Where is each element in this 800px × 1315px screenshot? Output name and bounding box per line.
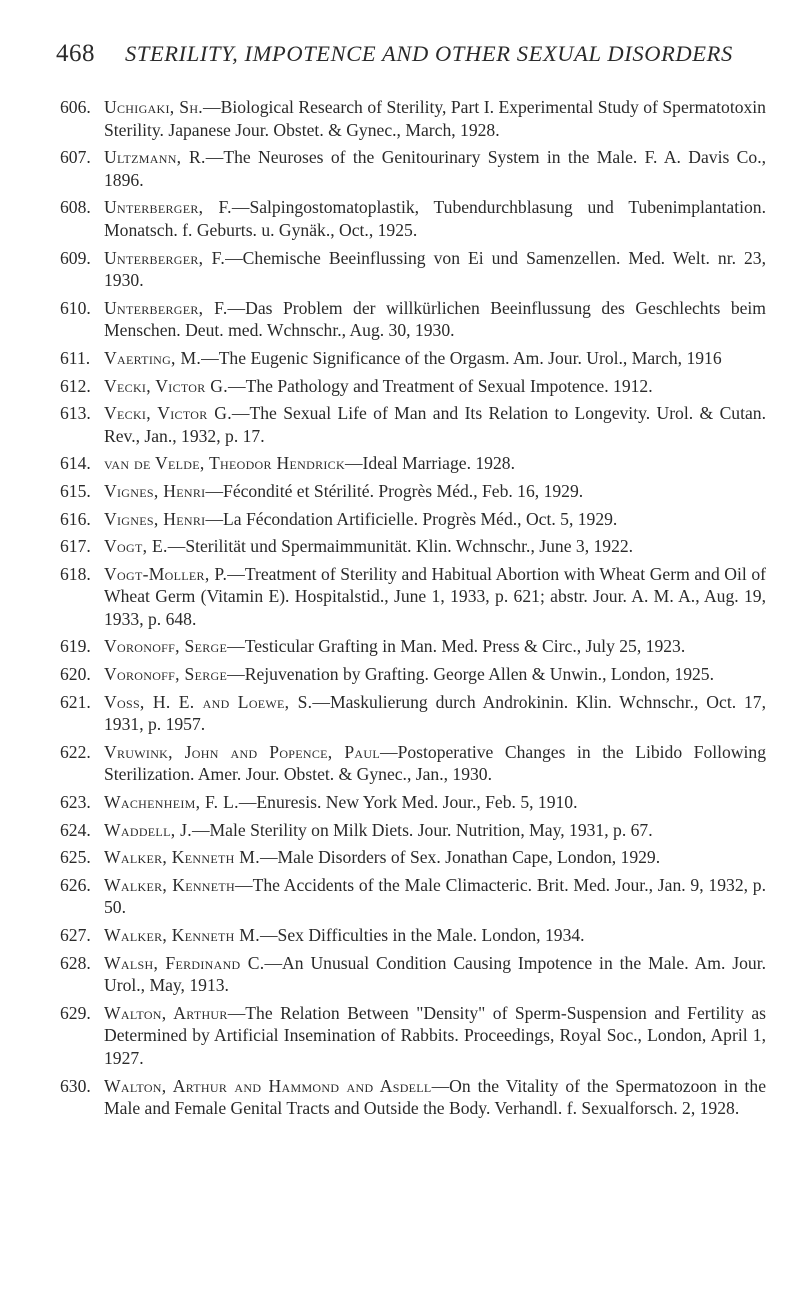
reference-author: Walker, Kenneth M. (104, 925, 260, 945)
reference-entry (60, 508, 766, 531)
reference-text: —The Pathology and Treatment of Sexual Impotence. 1912. (227, 375, 653, 396)
reference-entry (60, 452, 766, 475)
reference-author: Vogt-Moller, P. (104, 563, 228, 584)
page-number: 468 (56, 40, 95, 67)
reference-text: —Ideal Marriage. 1928. (344, 453, 515, 474)
reference-entry (60, 1002, 766, 1070)
reference-text: —Fécondité et Stérilité. Progrès Méd., Feb. 16, 1929. (205, 480, 584, 501)
reference-author: Vignes, Henri (104, 480, 206, 501)
reference-number: 619. (60, 636, 91, 657)
reference-number: 622. (60, 741, 91, 762)
reference-number: 608. (60, 197, 91, 218)
reference-text: —La Fécondation Artificielle. Progrès Méd., Oct. 5, 1929. (205, 508, 618, 529)
reference-number: 621. (60, 691, 91, 712)
reference-number: 627. (60, 925, 91, 945)
reference-author: Ultzmann, R. (104, 147, 206, 168)
reference-number: 616. (60, 508, 91, 529)
reference-entry (60, 874, 766, 919)
reference-text: —Testicular Grafting in Man. Med. Press & Circ., July 25, 1923. (227, 636, 686, 657)
reference-text: —Salpingostomatoplastik, Tubendurchblasung und Tubenimplantation. Monatsch. f. Geburts. u. Gynäk., Oct., 1925. (104, 197, 766, 240)
reference-number: 617. (60, 536, 91, 557)
reference-author: Walton, Arthur (104, 1002, 228, 1023)
reference-entry (60, 691, 766, 736)
reference-number: 612. (60, 375, 91, 396)
reference-text: —Enuresis. New York Med. Jour., Feb. 5, 1910. (238, 792, 578, 813)
reference-entry (60, 247, 766, 292)
reference-entry (60, 846, 766, 869)
reference-entry (60, 96, 766, 141)
reference-text: —An Unusual Condition Causing Impotence in the Male. Am. Jour. Urol., May, 1913. (104, 952, 766, 996)
reference-entry (60, 563, 766, 631)
reference-number: 626. (60, 874, 91, 895)
reference-text: —On the Vitality of the Spermatozoon in the Male and Female Genital Tracts and Outside the Body. Verhandl. f. Sexualforsch. 2, 1928. (104, 1075, 767, 1119)
reference-text: —Rejuvenation by Grafting. George Allen & Unwin., London, 1925. (227, 664, 714, 685)
reference-author: Voronoff, Serge (104, 664, 228, 685)
reference-entry (60, 535, 766, 558)
reference-author: Unterberger, F. (104, 197, 232, 218)
reference-text: —The Accidents of the Male Climacteric. Brit. Med. Jour., Jan. 9, 1932, p. 50. (104, 874, 766, 918)
reference-entry (60, 1075, 766, 1120)
reference-entry (60, 347, 766, 370)
reference-author: Vignes, Henri (104, 508, 206, 529)
reference-author: Unterberger, F. (104, 297, 228, 318)
reference-text: —The Neuroses of the Genitourinary System in the Male. F. A. Davis Co., 1896. (104, 147, 767, 190)
reference-list (60, 96, 766, 1125)
reference-entry (60, 375, 766, 398)
reference-author: Waddell, J. (104, 819, 192, 840)
reference-number: 610. (60, 297, 91, 318)
reference-text: —Sterilität und Spermaimmunität. Klin. Wchnschr., June 3, 1922. (167, 536, 634, 557)
reference-text: —Male Sterility on Milk Diets. Jour. Nutrition, May, 1931, p. 67. (191, 819, 653, 840)
reference-number: 611. (60, 347, 91, 368)
reference-number: 630. (60, 1075, 91, 1096)
reference-author: Voronoff, Serge (104, 636, 228, 657)
reference-number: 614. (60, 453, 91, 474)
reference-text: —Sex Difficulties in the Male. London, 1934. (259, 925, 585, 945)
reference-entry (60, 402, 766, 447)
reference-text: —Maskulierung durch Androkinin. Klin. Wchnschr., Oct. 17, 1931, p. 1957. (104, 691, 766, 735)
reference-number: 613. (60, 403, 91, 424)
reference-author: Vaerting, M. (104, 347, 202, 368)
reference-author: Vecki, Victor G. (104, 375, 228, 396)
reference-entry (60, 819, 766, 842)
reference-author: Wachenheim, F. L. (104, 792, 239, 813)
reference-entry (60, 663, 766, 686)
reference-entry (60, 297, 766, 342)
reference-author: Vruwink, John and Popence, Paul (104, 741, 380, 762)
reference-entry (60, 924, 766, 947)
reference-entry (60, 480, 766, 503)
reference-author: Vecki, Victor G. (104, 403, 232, 424)
reference-number: 623. (60, 792, 91, 813)
reference-number: 625. (60, 847, 91, 868)
reference-author: Uchigaki, Sh. (104, 97, 203, 117)
reference-author: Walker, Kenneth (104, 874, 235, 895)
reference-author: Unterberger, F. (104, 247, 226, 268)
reference-number: 618. (60, 563, 91, 584)
reference-number: 624. (60, 819, 91, 840)
reference-text: —Chemische Beeinflussing von Ei und Samenzellen. Med. Welt. nr. 23, 1930. (104, 247, 766, 291)
reference-text: —Das Problem der willkürlichen Beeinflussung des Geschlechts beim Menschen. Deut. med. Wchnschr., Aug. 30, 1930. (104, 297, 766, 341)
reference-author: Walton, Arthur and Hammond and Asdell (104, 1075, 432, 1096)
reference-entry (60, 952, 766, 997)
reference-text: —The Relation Between "Density" of Sperm-Suspension and Fertility as Determined by Artificial Insemination of Rabbits. Proceedings, Royal Soc., London, April 1, 1927. (104, 1002, 766, 1068)
running-head (56, 40, 756, 76)
reference-entry (60, 635, 766, 658)
reference-author: Walsh, Ferdinand C. (104, 952, 265, 973)
reference-number: 607. (60, 147, 91, 168)
reference-number: 606. (60, 97, 91, 117)
reference-number: 628. (60, 952, 91, 973)
reference-author: Vogt, E. (104, 536, 168, 557)
reference-entry (60, 146, 766, 191)
reference-text: —Postoperative Changes in the Libido Following Sterilization. Amer. Jour. Obstet. & Gynec., Jan., 1930. (104, 741, 766, 785)
reference-entry (60, 741, 766, 786)
reference-author: Walker, Kenneth M. (104, 847, 260, 868)
reference-entry (60, 791, 766, 814)
reference-author: van de Velde, Theodor Hendrick (104, 453, 345, 474)
reference-text: —The Sexual Life of Man and Its Relation to Longevity. Urol. & Cutan. Rev., Jan., 1932, p. 17. (104, 403, 766, 446)
reference-author: Voss, H. E. and Loewe, S. (104, 691, 313, 712)
reference-number: 609. (60, 247, 91, 268)
reference-number: 620. (60, 664, 91, 685)
running-title: STERILITY, IMPOTENCE AND OTHER SEXUAL DISORDERS (125, 41, 733, 66)
reference-number: 629. (60, 1002, 91, 1023)
reference-text: —Male Disorders of Sex. Jonathan Cape, London, 1929. (259, 847, 661, 868)
reference-text: —Treatment of Sterility and Habitual Abortion with Wheat Germ and Oil of Wheat Germ (Vitamin E). Hospitalstid., June 1, 1933, p. 621; abstr. Jour. A. M. A., Aug. 19, 1933, p. 648. (104, 563, 766, 629)
reference-text: —Biological Research of Sterility, Part I. Experimental Study of Spermatotoxin Sterility. Japanese Jour. Obstet. & Gynec., March, 1928. (104, 97, 766, 140)
reference-text: —The Eugenic Significance of the Orgasm. Am. Jour. Urol., March, 1916 (201, 347, 722, 368)
reference-number: 615. (60, 480, 91, 501)
reference-entry (60, 196, 766, 241)
